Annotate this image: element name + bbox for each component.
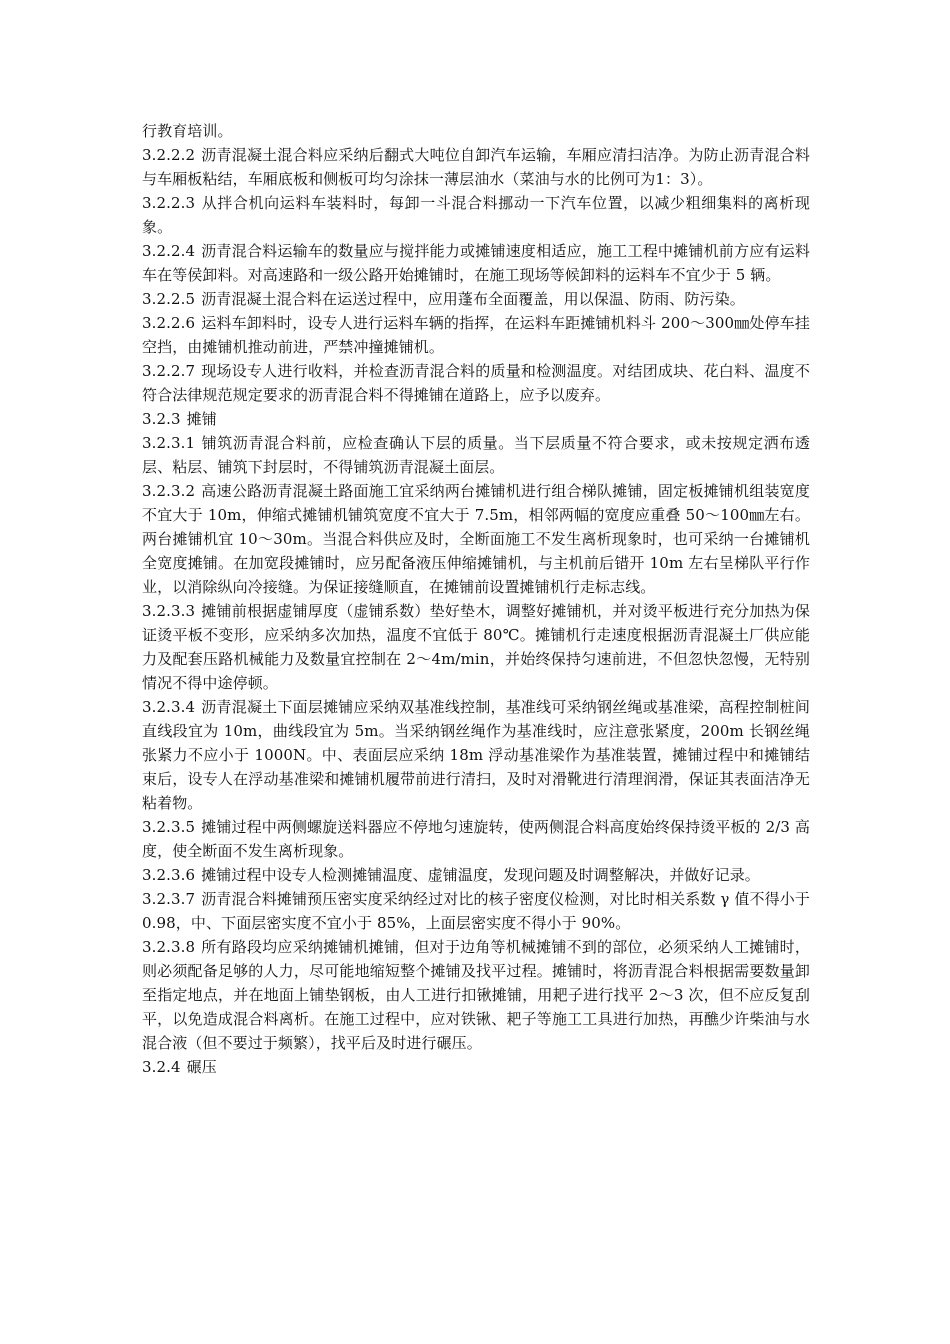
paragraph-text: 沥青混凝土混合料应采纳后翻式大吨位自卸汽车运输，车厢应清扫洁净。为防止沥青混合料与车厢板粘结，车厢底板和侧板可均匀涂抹一薄层油水（菜油与水的比例可为1：3）。 [142,146,810,188]
paragraph [142,815,810,863]
paragraph-text: 碾压 [186,1058,217,1076]
section-number: 3.2.3.7 [142,890,196,908]
paragraph [142,359,810,407]
paragraph-text: 所有路段均应采纳摊铺机摊铺，但对于边角等机械摊铺不到的部位，必须采纳人工摊铺时，则必须配备足够的人力，尽可能地缩短整个摊铺及找平过程。摊铺时，将沥青混合料根据需要数量卸至指定地点，并在地面上铺垫钢板，由人工进行扣锹摊铺，用耙子进行找平 2～3 次，但不应反复刮平，以免造成混合料离析。在施工过程中，应对铁锹、耙子等施工工具进行加热，再醮少许柴油与水混合液（但不要过于频繁），找平后及时进行碾压。 [142,938,810,1052]
section-number: 3.2.2.4 [142,242,196,260]
paragraph [142,1055,810,1079]
paragraph-text: 沥青混合料运输车的数量应与搅拌能力或摊铺速度相适应，施工工程中摊铺机前方应有运料车在等侯卸料。对高速路和一级公路开始摊铺时，在施工现场等候卸料的运料车不宜少于 5 辆。 [142,242,810,284]
paragraph-text: 高速公路沥青混凝土路面施工宜采纳两台摊铺机进行组合梯队摊铺，固定板摊铺机组装宽度不宜大于 10m，伸缩式摊铺机铺筑宽度不宜大于 7.5m，相邻两幅的宽度应重叠 50～100㎜左右。两台摊铺机宜 10～30m。当混合料供应及时，全断面施工不发生离析现象时，也可采纳一台摊铺机全宽度摊铺。在加宽段摊铺时，应另配备液压伸缩摊铺机，与主机前后错开 10m 左右呈梯队平行作业，以消除纵向冷接缝。为保证接缝顺直，在摊铺前设置摊铺机行走标志线。 [142,482,810,596]
section-number: 3.2.4 [142,1058,181,1076]
paragraph-text: 摊铺过程中两侧螺旋送料器应不停地匀速旋转，使两侧混合料高度始终保持烫平板的 2/3 高度，使全断面不发生离析现象。 [142,818,810,860]
paragraph-text: 沥青混合料摊铺预压密实度采纳经过对比的核子密度仪检测，对比时相关系数 γ 值不得小于 0.98，中、下面层密实度不宜小于 85%，上面层密实度不得小于 90%。 [142,890,810,932]
paragraph [142,407,810,431]
paragraph-text: 摊铺 [186,410,217,428]
paragraph [142,143,810,191]
paragraph-text: 现场设专人进行收料，并检查沥青混合料的质量和检测温度。对结团成块、花白料、温度不符合法律规范规定要求的沥青混合料不得摊铺在道路上，应予以废弃。 [142,362,810,404]
paragraph [142,239,810,287]
section-number: 3.2.3 [142,410,181,428]
section-number: 3.2.3.2 [142,482,196,500]
section-number: 3.2.2.3 [142,194,196,212]
paragraph [142,119,810,143]
paragraph [142,191,810,239]
section-number: 3.2.3.5 [142,818,196,836]
section-number: 3.2.2.7 [142,362,196,380]
paragraph-text: 行教育培训。 [142,122,233,140]
paragraph-text: 摊铺前根据虚铺厚度（虚铺系数）垫好垫木，调整好摊铺机，并对烫平板进行充分加热为保证烫平板不变形，应采纳多次加热，温度不宜低于 80℃。摊铺机行走速度根据沥青混凝土厂供应能力及配套压路机械能力及数量宜控制在 2～4m/min，并始终保持匀速前进，不但忽快忽慢，无特别情况不得中途停顿。 [142,602,810,692]
section-number: 3.2.2.6 [142,314,196,332]
paragraph [142,287,810,311]
paragraph-text: 沥青混凝土混合料在运送过程中，应用蓬布全面覆盖，用以保温、防雨、防污染。 [201,290,745,308]
section-number: 3.2.3.6 [142,866,196,884]
paragraph-text: 摊铺过程中设专人检测摊铺温度、虚铺温度，发现问题及时调整解决，并做好记录。 [201,866,760,884]
paragraph [142,479,810,599]
paragraph-text: 从拌合机向运料车装料时，每卸一斗混合料挪动一下汽车位置，以减少粗细集料的离析现象。 [142,194,810,236]
paragraph [142,431,810,479]
paragraph-text: 沥青混凝土下面层摊铺应采纳双基准线控制，基准线可采纳钢丝绳或基准梁，高程控制桩间直线段宜为 10m，曲线段宜为 5m。当采纳钢丝绳作为基准线时，应注意张紧度，200m 长钢丝绳张紧力不应小于 1000N。中、表面层应采纳 18m 浮动基准梁作为基准装置，摊铺过程中和摊铺结束后，设专人在浮动基准梁和摊铺机履带前进行清扫，及时对滑靴进行清理润滑，保证其表面洁净无粘着物。 [142,698,810,812]
paragraph [142,935,810,1055]
paragraph-text: 运料车卸料时，设专人进行运料车辆的指挥，在运料车距摊铺机料斗 200～300㎜处停车挂空挡，由摊铺机推动前进，严禁冲撞摊铺机。 [142,314,810,356]
paragraph [142,887,810,935]
section-number: 3.2.3.1 [142,434,196,452]
section-number: 3.2.2.2 [142,146,196,164]
document-body [142,119,810,1079]
paragraph-text: 铺筑沥青混合料前，应检查确认下层的质量。当下层质量不符合要求，或未按规定洒布透层、粘层、铺筑下封层时，不得铺筑沥青混凝土面层。 [142,434,810,476]
section-number: 3.2.2.5 [142,290,196,308]
paragraph [142,599,810,695]
section-number: 3.2.3.3 [142,602,196,620]
paragraph [142,311,810,359]
section-number: 3.2.3.8 [142,938,196,956]
paragraph [142,695,810,815]
section-number: 3.2.3.4 [142,698,196,716]
paragraph [142,863,810,887]
